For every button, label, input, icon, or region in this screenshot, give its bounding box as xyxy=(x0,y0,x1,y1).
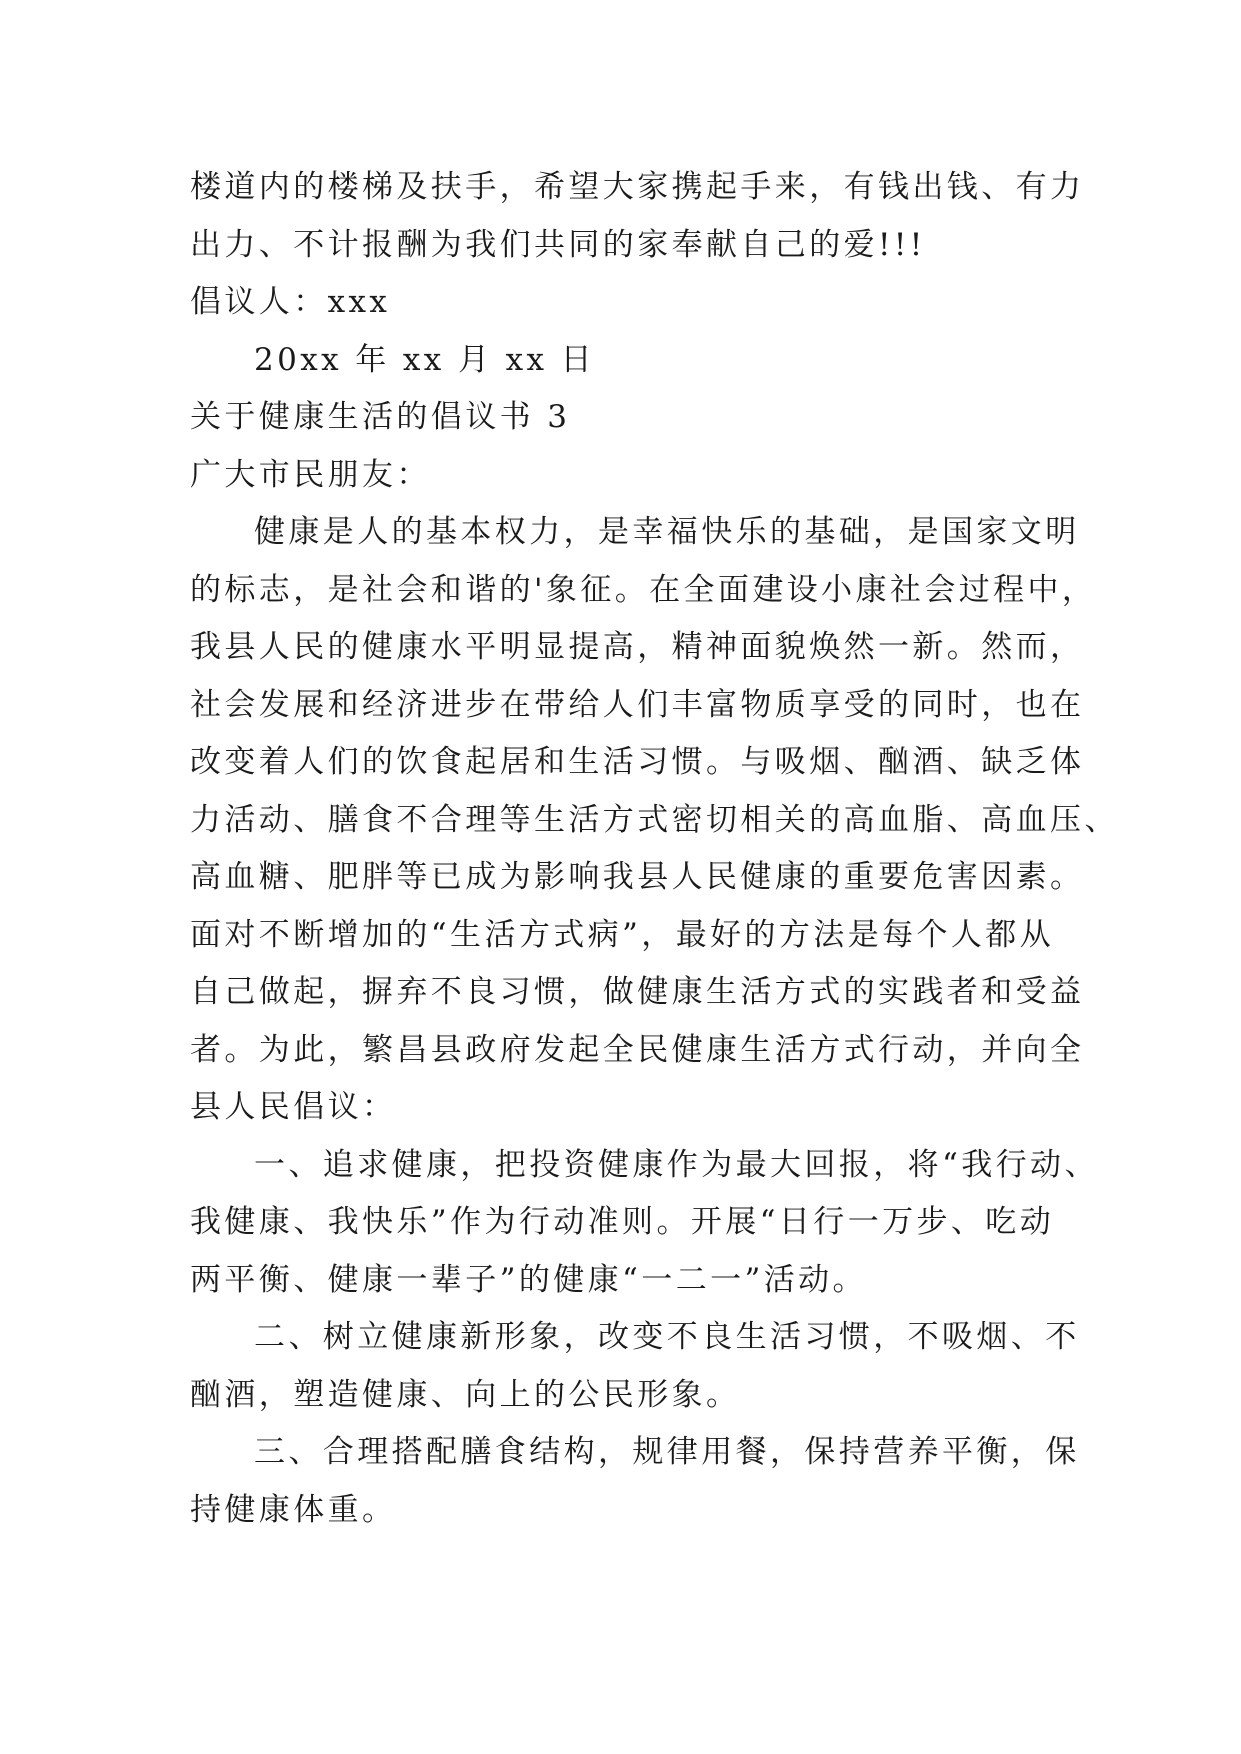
text-line: 出力、不计报酬为我们共同的家奉献自己的爱!!! xyxy=(190,226,926,263)
text-line: 一、追求健康，把投资健康作为最大回报，将“我行动、 xyxy=(254,1146,1099,1183)
text-line: 高血糖、肥胖等已成为影响我县人民健康的重要危害因素。 xyxy=(190,859,1085,895)
text-line: 楼道内的楼梯及扶手，希望大家携起手来，有钱出钱、有力 xyxy=(190,169,1085,205)
text-line: 我健康、我快乐”作为行动准则。开展“日行一万步、吃动 xyxy=(190,1204,1055,1240)
document-body xyxy=(190,159,1119,1539)
text-line: 改变着人们的饮食起居和生活习惯。与吸烟、酗酒、缺乏体 xyxy=(190,744,1085,780)
salutation: 广大市民朋友： xyxy=(190,456,431,493)
paragraph-item-3 xyxy=(190,1424,1080,1539)
continued-text xyxy=(190,159,1085,274)
paragraph-item-2 xyxy=(190,1309,1080,1424)
text-line: 力活动、膳食不合理等生活方式密切相关的高血脂、高血压、 xyxy=(190,801,1119,838)
text-line: 县人民倡议： xyxy=(190,1089,397,1125)
text-line: 酗酒，塑造健康、向上的公民形象。 xyxy=(190,1376,741,1413)
text-line: 二、树立健康新形象，改变不良生活习惯，不吸烟、不 xyxy=(254,1319,1080,1355)
text-line: 我县人民的健康水平明显提高，精神面貌焕然一新。然而， xyxy=(190,629,1085,665)
paragraph-intro xyxy=(190,504,1119,1137)
text-line: 的标志，是社会和谐的'象征。在全面建设小康社会过程中， xyxy=(190,571,1097,608)
text-line: 自己做起，摒弃不良习惯，做健康生活方式的实践者和受益 xyxy=(190,974,1085,1010)
text-line: 三、合理搭配膳食结构，规律用餐，保持营养平衡，保 xyxy=(254,1434,1080,1470)
text-line: 社会发展和经济进步在带给人们丰富物质享受的同时，也在 xyxy=(190,686,1085,723)
text-line: 者。为此，繁昌县政府发起全民健康生活方式行动，并向全 xyxy=(190,1031,1085,1068)
text-line: 两平衡、健康一辈子”的健康“一二一”活动。 xyxy=(190,1261,867,1298)
text-line: 面对不断增加的“生活方式病”，最好的方法是每个人都从 xyxy=(190,916,1055,953)
paragraph-item-1 xyxy=(190,1137,1099,1310)
text-line: 健康是人的基本权力，是幸福快乐的基础，是国家文明 xyxy=(254,514,1080,550)
date-line: 20xx 年 xx 月 xx 日 xyxy=(254,341,596,378)
signer-line: 倡议人：xxx xyxy=(190,284,391,320)
document-title: 关于健康生活的倡议书 3 xyxy=(190,399,571,435)
text-line: 持健康体重。 xyxy=(190,1491,397,1528)
